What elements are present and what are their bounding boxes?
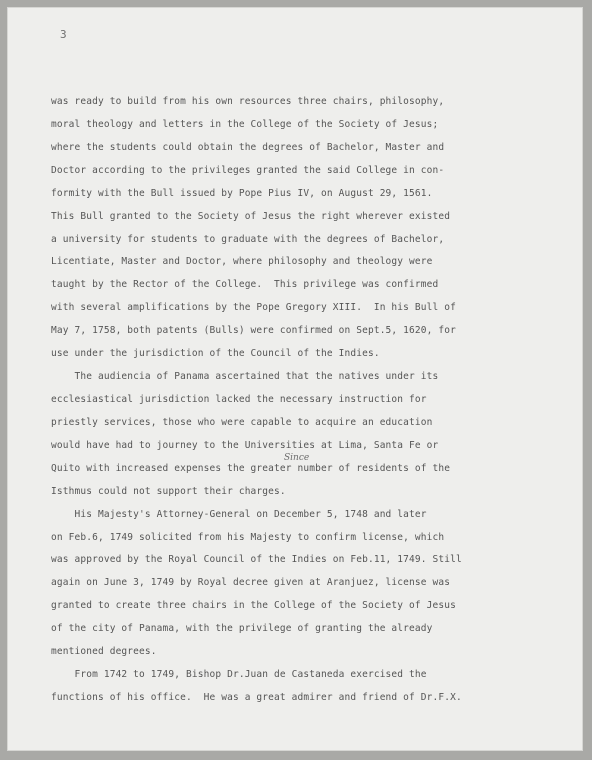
text-line: use under the jurisdiction of the Council of the Indies. — [51, 348, 380, 360]
text-line: His Majesty's Attorney-General on December 5, 1748 and later — [51, 508, 427, 520]
text-line: was ready to build from his own resources three chairs, philosophy, — [51, 96, 445, 107]
text-line: functions of his office. He was a great admirer and friend of Dr.F.X. — [51, 692, 462, 703]
text-line: mentioned degrees. — [51, 646, 157, 658]
text-line: The audiencia of Panama ascertained that the natives under its — [51, 371, 439, 383]
typed-text-body — [8, 8, 582, 750]
text-line: moral theology and letters in the College of the Society of Jesus; — [51, 118, 439, 130]
text-line: a university for students to graduate with the degrees of Bachelor, — [51, 233, 445, 245]
text-line: would have had to journey to the Universities at Lima, Santa Fe or — [51, 439, 439, 451]
text-line: Licentiate, Master and Doctor, where philosophy and theology were — [51, 256, 433, 268]
handwritten-insertion: Since — [284, 452, 310, 463]
document-page — [8, 8, 582, 750]
page-number: 3 — [60, 28, 67, 41]
text-line: again on June 3, 1749 by Royal decree given at Aranjuez, license was — [51, 577, 451, 589]
text-line: Quito with increased expenses the greater number of residents of the — [51, 462, 451, 474]
text-line: May 7, 1758, both patents (Bulls) were confirmed on Sept.5, 1620, for — [51, 325, 456, 337]
text-line: Doctor according to the privileges granted the said College in con- — [51, 164, 445, 176]
text-line: priestly services, those who were capable to acquire an education — [51, 416, 433, 428]
text-line: taught by the Rector of the College. This privilege was confirmed — [51, 279, 439, 291]
text-line: formity with the Bull issued by Pope Pius IV, on August 29, 1561. — [51, 187, 433, 199]
text-line: From 1742 to 1749, Bishop Dr.Juan de Castaneda exercised the — [51, 669, 427, 681]
text-line: with several amplifications by the Pope Gregory XIII. In his Bull of — [51, 302, 456, 314]
text-line: ecclesiastical jurisdiction lacked the necessary instruction for — [51, 394, 427, 405]
text-line: granted to create three chairs in the College of the Society of Jesus — [51, 600, 456, 612]
text-line: This Bull granted to the Society of Jesus the right wherever existed — [51, 210, 451, 222]
text-line: Isthmus could not support their charges. — [51, 485, 286, 497]
text-line: where the students could obtain the degrees of Bachelor, Master and — [51, 141, 445, 153]
text-line: was approved by the Royal Council of the Indies on Feb.11, 1749. Still — [51, 554, 462, 566]
text-line: of the city of Panama, with the privilege of granting the already — [51, 623, 433, 635]
text-line: on Feb.6, 1749 solicited from his Majesty to confirm license, which — [51, 531, 445, 543]
